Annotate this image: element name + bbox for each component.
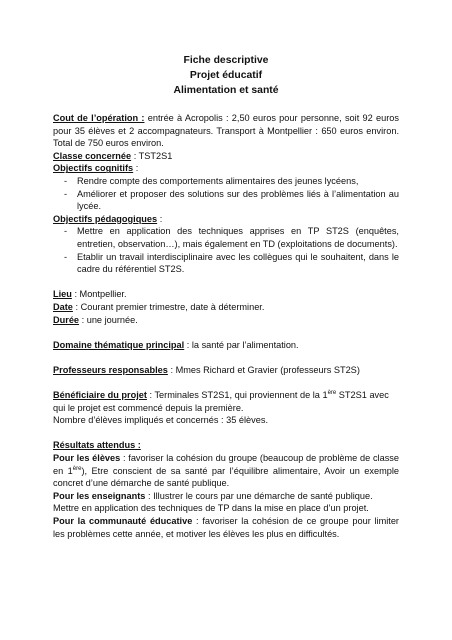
beneficiaire-label: Bénéficiaire du projet [53,390,147,401]
resultats-eleves [53,452,399,490]
domaine-label: Domaine thématique principal [53,339,185,350]
beneficiaire-text: : Terminales ST2S1, qui proviennent de la 1 [146,390,328,401]
objectifs-cognitifs-label: Objectifs cognitifs [53,163,134,174]
list-item [53,225,399,250]
classe-label: Classe concernée [53,150,132,161]
beneficiaire-text-after: ST2S1 avec qui le projet est commencé depuis la première. [53,390,389,413]
title-line-2: Projet éducatif [189,70,263,81]
document-title [0,53,452,98]
duree-label: Durée [53,314,80,325]
list-item-text: Etablir un travail interdisciplinaire avec les collègues qui le souhaitent, dans le cadre du référentiel ST2S. [77,251,399,275]
eleves-text-after: ), Etre conscient de sa santé par l’équilibre alimentaire, Avoir un exemple concret d’une démarche de santé publique. [53,465,399,489]
resultats-enseignants [53,490,399,503]
objectifs-pedagogiques-heading [53,213,399,226]
document-body [53,112,399,540]
superscript: ère [327,390,337,396]
list-item [53,251,399,276]
date-label: Date [53,301,73,312]
date-paragraph [53,301,399,314]
domaine-text: : la santé par l’alimentation. [184,339,299,350]
resultats-communaute [53,515,399,540]
resultats-heading: Résultats attendus : [53,440,141,451]
professeurs-paragraph [53,364,399,377]
duree-text: : une journée. [79,314,138,325]
lieu-text: : Montpellier. [71,289,127,300]
cout-paragraph [53,112,399,150]
bullet-dash: - [64,226,68,237]
enseignants-label: Pour les enseignants [53,490,146,501]
duree-paragraph [53,314,399,327]
list-item [53,188,399,213]
date-text: : Courant premier trimestre, date à déterminer. [72,301,265,312]
domaine-paragraph [53,339,399,352]
enseignants-text: : Illustrer le cours par une démarche de santé publique. [145,490,373,501]
resultats-enseignants-line2: Mettre en application des techniques de TP dans la mise en place d’un projet. [53,503,369,514]
list-item-text: Améliorer et proposer des solutions sur des problèmes liés à l’alimentation au lycée. [77,188,399,212]
bullet-dash: - [64,175,68,186]
professeurs-label: Professeurs responsables [53,364,168,375]
classe-text: : TST2S1 [131,150,173,161]
lieu-paragraph [53,288,399,301]
lieu-label: Lieu [53,289,72,300]
spacer [53,276,399,289]
title-line-1: Fiche descriptive [183,55,269,66]
spacer [53,427,399,440]
list-item-text: Mettre en application des techniques apprises en TP ST2S (enquêtes, entretien, observation…), mais également en TD (exploitations de documents). [77,226,399,249]
communaute-text: : favoriser la cohésion de ce groupe pour limiter les problèmes cette année, et motiver les élèves les plus en difficultés. [53,516,399,539]
objectifs-pedagogiques-label: Objectifs pédagogiques [53,213,158,224]
cout-label: Cout de l’opération : [53,113,145,123]
professeurs-text: : Mmes Richard et Gravier (professeurs ST2S) [167,364,360,375]
beneficiaire-paragraph [53,389,399,414]
spacer [53,376,399,389]
superscript: ère [72,465,82,472]
bullet-dash: - [64,251,68,262]
objectifs-cognitifs-heading [53,162,399,175]
beneficiaire-count: Nombre d’élèves impliqués et concernés : 35 élèves. [53,415,268,426]
spacer [53,351,399,364]
classe-paragraph [53,150,399,163]
bullet-dash: - [64,188,68,199]
spacer [53,326,399,339]
objectifs-pedagogiques-suffix: : [157,213,163,224]
cout-text: entrée à Acropolis : 2,50 euros pour personne, soit 92 euros pour 35 élèves et 2 accompagnateurs. Transport à Montpellier : 650 euros environ. Total de 750 euros environ. [53,113,399,149]
eleves-label: Pour les élèves [53,453,121,464]
eleves-text: : favoriser la cohésion du groupe (beaucoup de problème de classe en 1 [53,453,400,476]
communaute-label: Pour la communauté éducative [53,516,193,526]
title-line-3: Alimentation et santé [173,85,279,96]
objectifs-cognitifs-suffix: : [133,163,139,174]
list-item-text: Rendre compte des comportements alimentaires des jeunes lycéens, [77,175,359,186]
list-item [53,175,399,188]
